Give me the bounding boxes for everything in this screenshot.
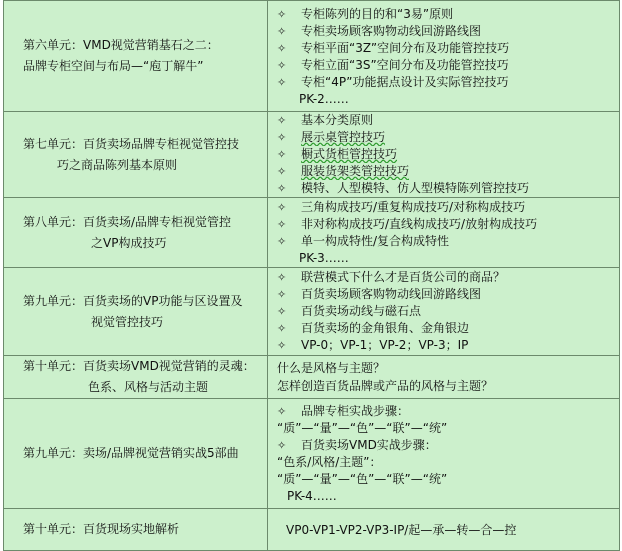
diamond-bullet-icon: ✧	[277, 24, 287, 38]
list-item: PK-4……	[287, 488, 337, 503]
diamond-bullet-icon: ✧	[277, 182, 287, 195]
diamond-bullet-icon: ✧	[277, 288, 287, 301]
diamond-bullet-icon: ✧	[277, 41, 287, 55]
diamond-bullet-icon: ✧	[277, 75, 287, 89]
list-item: ✧ 百货卖场顾客购物动线回游路线图	[277, 287, 482, 301]
curriculum-table	[3, 0, 620, 551]
list-item: 怎样创造百货品牌或产品的风格与主题？	[277, 379, 494, 393]
unit-title-cell	[4, 509, 268, 551]
diamond-bullet-icon: ✧	[277, 438, 287, 452]
table-row	[4, 198, 620, 268]
unit-title: 第九单元：卖场/品牌视觉营销实战5部曲	[23, 446, 239, 460]
list-item: ✧ 百货卖场的金角银角、金角银边	[277, 321, 470, 335]
diamond-bullet-icon: ✧	[277, 58, 287, 72]
table-row	[4, 399, 620, 509]
unit-content-cell	[268, 268, 620, 356]
list-item: ✧ VP-0；VP-1；VP-2；VP-3；IP	[277, 338, 469, 352]
list-item: ✧ 专柜陈列的目的和“3易”原则	[277, 6, 454, 21]
list-item: ✧ 三角构成技巧/重复构成技巧/对称构成技巧	[277, 200, 526, 214]
list-item: ✧ 单一构成特性/复合构成特性	[277, 234, 450, 248]
diamond-bullet-icon: ✧	[277, 148, 287, 161]
diamond-bullet-icon: ✧	[277, 235, 287, 248]
list-item: PK-3……	[299, 251, 349, 265]
unit-title-cell	[4, 198, 268, 268]
diamond-bullet-icon: ✧	[277, 131, 287, 144]
diamond-bullet-icon: ✧	[277, 201, 287, 214]
list-item: ✧ 联营模式下什么才是百货公司的商品？	[277, 270, 506, 284]
unit-title-cell	[4, 1, 268, 112]
unit-title: 第八单元：百货卖场/品牌专柜视觉管控	[23, 214, 232, 229]
diamond-bullet-icon: ✧	[277, 404, 287, 418]
unit-content-cell	[268, 198, 620, 268]
diamond-bullet-icon: ✧	[277, 165, 287, 178]
table-row	[4, 112, 620, 198]
list-item: ✧ 基本分类原则	[277, 113, 374, 127]
table-row	[4, 1, 620, 112]
unit-title: 第十单元：百货现场实地解析	[23, 522, 180, 536]
diamond-bullet-icon: ✧	[277, 322, 287, 335]
list-item: PK-2……	[299, 91, 349, 106]
unit-title: 第六单元：VMD视觉营销基石之二：	[23, 38, 219, 52]
list-item: ✧ 品牌专柜实战步骤：	[277, 403, 410, 418]
diamond-bullet-icon: ✧	[277, 339, 287, 352]
unit-title-cell	[4, 268, 268, 356]
list-item: “质”—“量”—“色”—“联”—“统”	[277, 471, 448, 486]
unit-title: 之VP构成技巧	[91, 235, 167, 250]
unit-title: 色系、风格与活动主题	[88, 380, 209, 394]
unit-content-cell	[268, 399, 620, 509]
diamond-bullet-icon: ✧	[277, 7, 287, 21]
list-item: ✧ 模特、人型模特、仿人型模特陈列管控技巧	[277, 181, 530, 195]
unit-content-cell	[268, 1, 620, 112]
list-item: ✧ 专柜“4P”功能据点设计及实际管控技巧	[277, 74, 509, 89]
list-item: ✧ 服装货架类管控技巧	[277, 164, 410, 178]
unit-content-cell	[268, 356, 620, 399]
unit-title: 第九单元：百货卖场的VP功能与区设置及	[23, 293, 243, 308]
list-item: “质”—“量”—“色”—“联”—“统”	[277, 420, 448, 435]
unit-title-cell	[4, 112, 268, 198]
diamond-bullet-icon: ✧	[277, 114, 287, 127]
unit-title: 品牌专柜空间与布局—“庖丁解牛”	[23, 59, 204, 73]
list-item: ✧ 专柜立面“3S”空间分布及功能管控技巧	[277, 57, 509, 72]
table-row	[4, 268, 620, 356]
diamond-bullet-icon: ✧	[277, 305, 287, 318]
list-item: ✧ 专柜卖场顾客购物动线回游路线图	[277, 23, 482, 38]
list-item: ✧ 展示桌管控技巧	[277, 130, 386, 144]
diamond-bullet-icon: ✧	[277, 218, 287, 231]
unit-title-cell	[4, 356, 268, 399]
unit-title: 第十单元：百货卖场VMD视觉营销的灵魂：	[23, 359, 255, 373]
list-item: ✧ 非对称构成技巧/直线构成技巧/放射构成技巧	[277, 217, 538, 231]
list-item: 什么是风格与主题？	[277, 361, 386, 375]
list-item: VP0-VP1-VP2-VP3-IP/起—承—转—合—控	[286, 522, 517, 537]
table-row	[4, 509, 620, 551]
unit-title: 巧之商品陈列基本原则	[57, 157, 178, 172]
unit-title: 视觉管控技巧	[91, 314, 164, 329]
list-item: “色系/风格/主题”：	[277, 454, 382, 469]
unit-content-cell	[268, 112, 620, 198]
table-row	[4, 356, 620, 399]
unit-title: 第七单元：百货卖场品牌专柜视觉管控技	[23, 136, 240, 151]
list-item: ✧ 百货卖场VMD实战步骤：	[277, 437, 437, 452]
unit-title-cell	[4, 399, 268, 509]
diamond-bullet-icon: ✧	[277, 271, 287, 284]
unit-content-cell	[268, 509, 620, 551]
list-item: ✧ 百货卖场动线与磁石点	[277, 304, 422, 318]
list-item: ✧ 专柜平面“3Z”空间分布及功能管控技巧	[277, 40, 510, 55]
list-item: ✧ 橱式货柜管控技巧	[277, 147, 398, 161]
